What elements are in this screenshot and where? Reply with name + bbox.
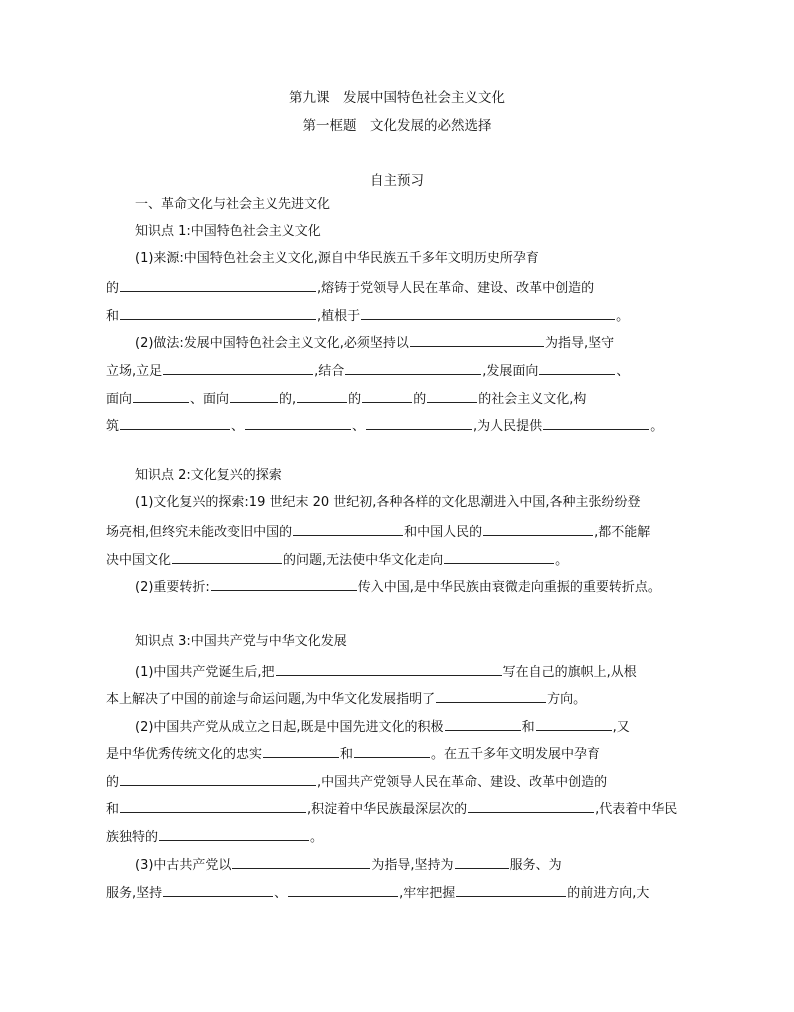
- fill-blank[interactable]: [276, 662, 502, 676]
- kp1-line-6: 面向 、面向 的, 的 的 的社会主义文化,构: [106, 389, 696, 407]
- kp2-line-1: (1)文化复兴的探索:19 世纪末 20 世纪初,各种各样的文化思潮进入中国,各种主张纷纷登: [135, 495, 641, 510]
- fill-blank[interactable]: [263, 744, 339, 758]
- fill-blank[interactable]: [436, 689, 546, 703]
- fill-blank[interactable]: [456, 883, 566, 897]
- fill-blank[interactable]: [536, 717, 612, 731]
- fill-blank[interactable]: [483, 522, 593, 536]
- kp2-line-4: (2)重要转折: 传入中国,是中华民族由衰微走向重振的重要转折点。: [135, 577, 696, 595]
- fill-blank[interactable]: [163, 361, 313, 375]
- fill-blank[interactable]: [354, 744, 430, 758]
- fill-blank[interactable]: [120, 416, 230, 430]
- fill-blank[interactable]: [232, 855, 370, 869]
- fill-blank[interactable]: [539, 361, 615, 375]
- kp3-line-1: (1)中国共产党诞生后,把 写在自己的旗帜上,从根: [135, 662, 696, 680]
- fill-blank[interactable]: [245, 416, 351, 430]
- kp2-heading: 知识点 2:文化复兴的探索: [135, 468, 282, 483]
- fill-blank[interactable]: [366, 416, 472, 430]
- fill-blank[interactable]: [120, 306, 316, 320]
- kp3-line-3: (2)中国共产党从成立之日起,既是中国先进文化的积极 和 ,又: [135, 717, 696, 735]
- kp1-line-3: 和 ,植根于 。: [106, 306, 696, 324]
- kp1-line-7: 筑 、 、 ,为人民提供 。: [106, 416, 696, 434]
- fill-blank[interactable]: [159, 827, 309, 841]
- fill-blank[interactable]: [293, 522, 403, 536]
- kp3-heading: 知识点 3:中国共产党与中华文化发展: [135, 634, 347, 649]
- kp3-line-8: (3)中古共产党以 为指导,坚持为 服务、为: [135, 855, 696, 873]
- kp1-line-2: 的 ,熔铸于党领导人民在革命、建设、改革中创造的: [106, 278, 696, 296]
- section-heading: 自主预习: [370, 173, 424, 189]
- fill-blank[interactable]: [211, 577, 357, 591]
- kp3-line-7: 族独特的 。: [106, 827, 696, 845]
- kp1-heading: 知识点 1:中国特色社会主义文化: [135, 224, 321, 239]
- fill-blank[interactable]: [543, 416, 649, 430]
- kp3-line-4: 是中华优秀传统文化的忠实 和 。在五千多年文明发展中孕育: [106, 744, 696, 762]
- fill-blank[interactable]: [120, 278, 316, 292]
- fill-blank[interactable]: [445, 717, 521, 731]
- kp3-line-6: 和 ,积淀着中华民族最深层次的 ,代表着中华民: [106, 799, 696, 817]
- fill-blank[interactable]: [230, 389, 278, 403]
- part-one-heading: 一、革命文化与社会主义先进文化: [135, 197, 331, 212]
- kp3-line-2: 本上解决了中国的前途与命运问题,为中华文化发展指明了 方向。: [106, 689, 696, 707]
- kp1-line-4: (2)做法:发展中国特色社会主义文化,必须坚持以 为指导,坚守: [135, 333, 696, 351]
- kp1-line-5: 立场,立足 ,结合 ,发展面向 、: [106, 361, 696, 379]
- kp3-line-9: 服务,坚持 、 ,牢牢把握 的前进方向,大: [106, 883, 696, 901]
- kp2-line-3: 决中国文化 的问题,无法使中华文化走向 。: [106, 550, 696, 568]
- kp2-line-2: 场亮相,但终究未能改变旧中国的 和中国人民的 ,都不能解: [106, 522, 696, 540]
- fill-blank[interactable]: [410, 333, 544, 347]
- fill-blank[interactable]: [133, 389, 189, 403]
- frame-title: 第一框题 文化发展的必然选择: [302, 118, 492, 134]
- kp3-line-5: 的 ,中国共产党领导人民在革命、建设、改革中创造的: [106, 772, 696, 790]
- fill-blank[interactable]: [172, 550, 282, 564]
- fill-blank[interactable]: [427, 389, 477, 403]
- fill-blank[interactable]: [361, 306, 615, 320]
- fill-blank[interactable]: [163, 883, 273, 897]
- fill-blank[interactable]: [120, 799, 306, 813]
- kp1-line-1: (1)来源:中国特色社会主义文化,源自中华民族五千多年文明历史所孕育: [135, 251, 539, 266]
- fill-blank[interactable]: [362, 389, 412, 403]
- fill-blank[interactable]: [288, 883, 398, 897]
- fill-blank[interactable]: [120, 772, 316, 786]
- fill-blank[interactable]: [444, 550, 554, 564]
- fill-blank[interactable]: [297, 389, 347, 403]
- fill-blank[interactable]: [468, 799, 594, 813]
- fill-blank[interactable]: [345, 361, 481, 375]
- fill-blank[interactable]: [455, 855, 509, 869]
- lesson-title: 第九课 发展中国特色社会主义文化: [289, 90, 505, 106]
